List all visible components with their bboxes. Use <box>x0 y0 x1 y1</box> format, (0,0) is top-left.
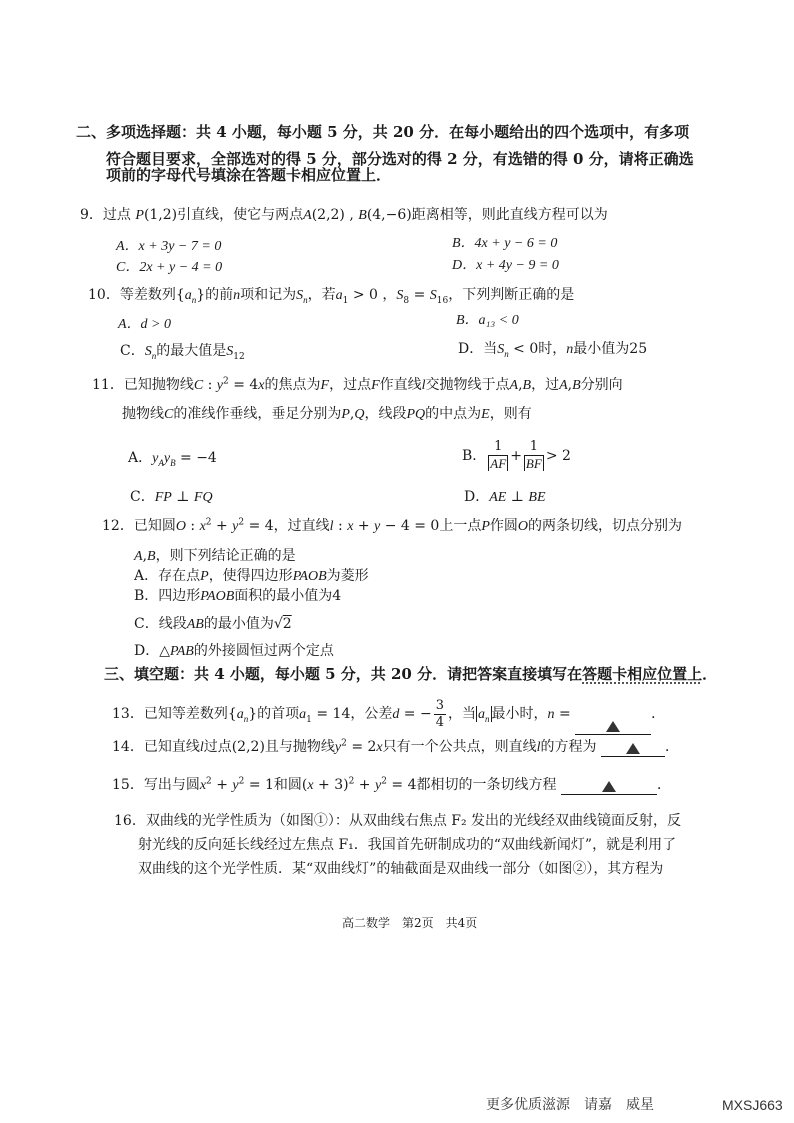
q16-line2: 射光线的反向延长线经过左焦点 F₁．我国首先研制成功的“双曲线新闻灯”，就是利用了 <box>138 837 677 853</box>
q12-option-c: C．线段AB的最小值为√2 <box>134 616 292 632</box>
q11-stem-line2: 抛物线C的准线作垂线，垂足分别为P,Q，线段PQ的中点为E，则有 <box>122 406 532 422</box>
q9-option-d: D．x + 4y − 9 = 0 <box>452 258 559 273</box>
triangle-marker-icon <box>626 743 640 754</box>
q10-option-d: D．当$S_n < 0$时，n最小值为25 <box>458 341 648 359</box>
section2-heading-line1: 二、多项选择题：共 4 小题，每小题 5 分，共 20 分．在每小题给出的四个选项中，有多项 <box>76 123 690 141</box>
section2-heading-line2: 符合题目要求，全部选对的得 5 分，部分选对的得 2 分，有选错的得 0 分，请将正确选 <box>106 150 694 168</box>
q11-option-c: C．FP ⊥ FQ <box>130 489 213 505</box>
q10-stem: 10．等差数列$\{a_n\}$的前n项和记为$S_n$，若$a_1 > 0$ ，$S_8 = S_{16}$，下列判断正确的是 <box>88 287 575 306</box>
q15-stem: 15．写出与圆$x^2 + y^2 = 1$和圆$(x + 3)^2 + y^2 = 4$都相切的一条切线方程 ． <box>112 776 671 793</box>
q9-option-a: A．x + 3y − 7 = 0 <box>116 239 222 254</box>
q13-answer-blank[interactable] <box>575 718 651 735</box>
q14-answer-blank[interactable] <box>601 740 665 757</box>
q10-option-c: C．$S_n$的最大值是$S_{12}$ <box>120 343 245 362</box>
q11-option-b: B． $\frac{1}{AF}$ + $\frac{1}{BF}$ > 2 <box>462 439 571 471</box>
q9-option-b: B．4x + y − 6 = 0 <box>452 236 558 251</box>
q12-stem-line1: 12．已知圆O : $x^2 + y^2 = 4$，过直线l : x + y − 4 = 0上一点P作圆O的两条切线，切点分别为 <box>102 517 683 534</box>
triangle-marker-icon <box>602 781 616 792</box>
q10-option-a: A．d > 0 <box>118 317 171 332</box>
q16-line3: 双曲线的这个光学性质．某“双曲线灯”的轴截面是双曲线一部分（如图②），其方程为 <box>138 861 664 877</box>
document-code: MXSJ663 <box>722 1097 783 1113</box>
q15-answer-blank[interactable] <box>561 778 657 795</box>
q12-stem-line2: A,B，则下列结论正确的是 <box>134 548 296 564</box>
q12-option-a: A．存在点P，使得四边形PAOB为菱形 <box>134 568 369 584</box>
q10-option-b: B．a₁₃ < 0 <box>456 313 519 328</box>
q9-option-c: C．2x + y − 4 = 0 <box>116 260 223 275</box>
q13-stem: 13．已知等差数列$\{a_n\}$的首项$a_1 = 14$，公差d = − $\frac{3}{4}$ ，当 $a_n$ 最小时，n = ． <box>112 694 665 734</box>
q16-line1: 16．双曲线的光学性质为（如图①）：从双曲线右焦点 F₂ 发出的光线经双曲线镜面反射，反 <box>114 813 682 829</box>
q12-option-b: B．四边形PAOB面积的最小值为4 <box>134 588 342 604</box>
page-footer: 高二数学 第2页 共4页 <box>342 916 478 930</box>
q9-stem: 9．过点 P(1,2)引直线，使它与两点A(2,2) , B(4,−6)距离相等，则此直线方程可以为 <box>80 207 608 223</box>
q11-option-d: D．AE ⊥ BE <box>464 489 546 505</box>
section2-heading-line3: 项前的字母代号填涂在答题卡相应位置上． <box>106 166 392 184</box>
watermark-text: 更多优质滋源 请嘉 威星 <box>486 1097 654 1113</box>
q11-stem-line1: 11．已知抛物线C : $y^2 = 4x$的焦点为F，过点F作直线l交抛物线于点A,B，过A,B分别向 <box>92 376 623 393</box>
q12-option-d: D．△PAB的外接圆恒过两个定点 <box>134 643 334 659</box>
section3-heading: 三、填空题：共 4 小题，每小题 5 分，共 20 分．请把答案直接填写在答题卡相应位置上． <box>104 665 718 683</box>
q11-option-a: A．$y_Ay_B = -4$ <box>128 450 217 468</box>
triangle-marker-icon <box>606 721 620 732</box>
q14-stem: 14．已知直线l过点(2,2)且与抛物线$y^2 = 2x$只有一个公共点，则直线l的方程为 ． <box>112 738 679 755</box>
